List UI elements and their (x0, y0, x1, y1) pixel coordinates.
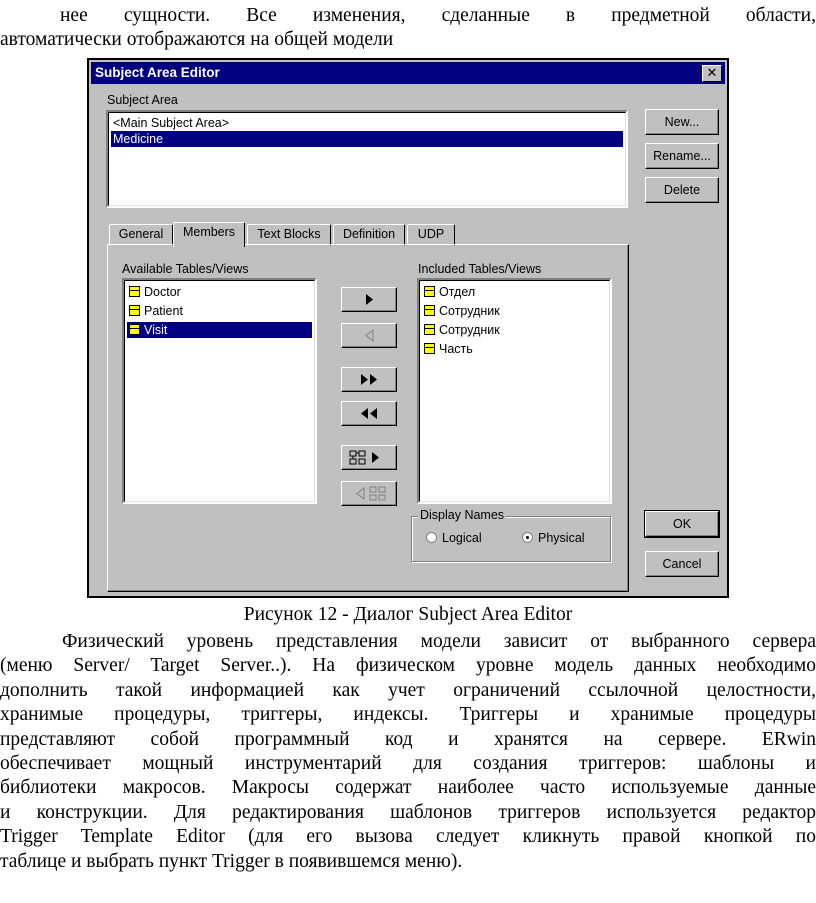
tab-general[interactable]: General (109, 224, 173, 246)
included-tables-list[interactable] (417, 278, 612, 504)
physical-radio[interactable]: Physical (522, 531, 585, 545)
move-related-right-button[interactable] (341, 445, 397, 470)
move-left-button[interactable] (341, 323, 397, 348)
delete-button[interactable]: Delete (645, 177, 719, 203)
new-button[interactable]: New... (645, 109, 719, 135)
body-line: и конструкции. Для редактирования шаблонов триггеров используется редактор (0, 801, 816, 823)
body-line: Trigger Template Editor (для его вызова следует кликнуть правой кнопкой по (0, 826, 816, 848)
subject-area-label: Subject Area (107, 93, 178, 107)
body-line: представляют собой программный код и хранятся на сервере. ERwin (0, 728, 816, 750)
included-table-item[interactable]: Часть (422, 341, 607, 357)
included-table-item[interactable]: Сотрудник (422, 322, 607, 338)
table-icon (129, 286, 140, 297)
related-tables-arrow-left-icon (342, 482, 396, 505)
move-related-left-button[interactable] (341, 481, 397, 506)
arrow-left-icon (342, 324, 396, 347)
double-arrow-right-icon (342, 368, 396, 391)
subject-area-item[interactable]: Medicine (111, 131, 623, 147)
display-names-group (411, 508, 611, 562)
body-line: (меню Server/ Target Server..). На физическом уровне модель данных необходимо (0, 655, 816, 677)
subject-area-item[interactable]: <Main Subject Area> (113, 116, 230, 130)
move-all-left-button[interactable] (341, 401, 397, 426)
top-text-line-1: нее сущности. Все изменения, сделанные в предметной области, (60, 5, 816, 26)
subject-area-list[interactable] (106, 110, 628, 208)
included-table-item[interactable]: Сотрудник (422, 303, 607, 319)
dialog-title: Subject Area Editor (95, 65, 220, 80)
included-tables-label: Included Tables/Views (418, 262, 542, 276)
tab-udp[interactable]: UDP (407, 224, 455, 246)
arrow-right-icon (342, 288, 396, 311)
body-line: Физический уровень представления модели зависит от выбранного сервера (62, 631, 816, 652)
body-paragraph (0, 630, 816, 874)
cancel-button[interactable]: Cancel (645, 551, 719, 577)
body-line: дополнить такой информацией как учет ограничений ссылочной целостности, (0, 679, 816, 701)
table-icon (129, 305, 140, 316)
subject-area-editor-dialog (87, 58, 729, 598)
close-button[interactable] (702, 65, 722, 82)
top-text-line-2: автоматически отображаются на общей модели (0, 29, 394, 51)
table-icon (424, 343, 435, 354)
close-icon: ✕ (706, 65, 718, 80)
available-table-item[interactable]: Doctor (127, 284, 312, 300)
available-tables-label: Available Tables/Views (122, 262, 249, 276)
body-line: обеспечивает мощный инструментарий для создания триггеров: шаблоны и (0, 752, 816, 774)
tab-text-blocks[interactable]: Text Blocks (247, 224, 331, 246)
table-icon (129, 324, 140, 335)
logical-radio[interactable]: Logical (426, 531, 482, 545)
available-table-item[interactable]: Visit (127, 322, 312, 338)
table-icon (424, 286, 435, 297)
body-line: таблице и выбрать пункт Trigger в появившемся меню). (0, 850, 463, 872)
double-arrow-left-icon (342, 402, 396, 425)
rename-button[interactable]: Rename... (645, 143, 719, 169)
table-icon (424, 305, 435, 316)
available-tables-list[interactable] (122, 278, 317, 504)
available-table-item[interactable]: Patient (127, 303, 312, 319)
ok-button[interactable]: OK (645, 511, 719, 537)
radio-off-icon (426, 532, 437, 543)
move-right-button[interactable] (341, 287, 397, 312)
included-table-item[interactable]: Отдел (422, 284, 607, 300)
display-names-label: Display Names (420, 508, 505, 522)
body-line: библиотеки макросов. Макросы содержат наиболее часто используемые данные (0, 777, 816, 799)
title-bar[interactable] (91, 62, 725, 84)
top-paragraph (0, 4, 816, 53)
tab-definition[interactable]: Definition (333, 224, 405, 246)
move-all-right-button[interactable] (341, 367, 397, 392)
tab-members[interactable]: Members (173, 222, 245, 247)
body-line: хранимые процедуры, триггеры, индексы. Триггеры и хранимые процедуры (0, 704, 816, 726)
radio-on-icon (522, 532, 533, 543)
table-icon (424, 324, 435, 335)
related-tables-arrow-right-icon (342, 446, 396, 469)
figure-caption: Рисунок 12 - Диалог Subject Area Editor (243, 604, 573, 625)
